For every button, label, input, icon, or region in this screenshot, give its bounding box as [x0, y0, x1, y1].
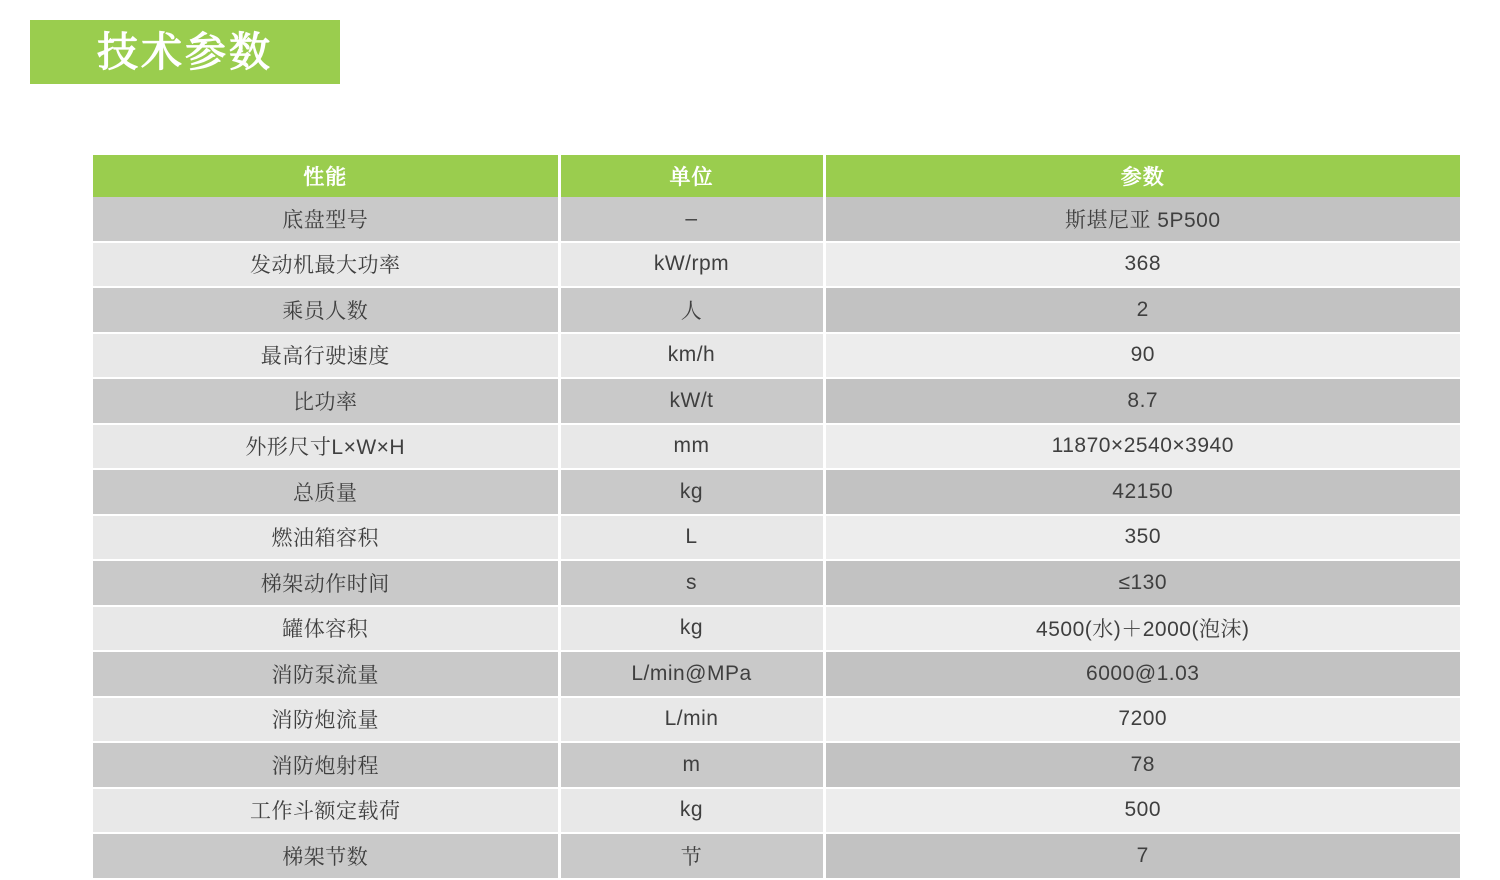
- table-row: [93, 651, 1460, 697]
- cell-unit: –: [559, 197, 824, 242]
- column-header-parameter: 参数: [824, 155, 1460, 197]
- cell-parameter: 42150: [824, 469, 1460, 515]
- cell-performance: 底盘型号: [93, 197, 559, 242]
- cell-parameter: 7200: [824, 697, 1460, 743]
- table-row: [93, 424, 1460, 470]
- page-title-banner: [30, 20, 340, 84]
- cell-performance: 外形尺寸L×W×H: [93, 424, 559, 470]
- table-row: [93, 469, 1460, 515]
- cell-parameter: 斯堪尼亚 5P500: [824, 197, 1460, 242]
- cell-unit: s: [559, 560, 824, 606]
- table-row: [93, 515, 1460, 561]
- cell-parameter: 90: [824, 333, 1460, 379]
- cell-parameter: 500: [824, 788, 1460, 834]
- cell-unit: 人: [559, 287, 824, 333]
- table-row: [93, 287, 1460, 333]
- technical-parameters-table: [93, 155, 1460, 880]
- cell-unit: L/min@MPa: [559, 651, 824, 697]
- cell-unit: 节: [559, 833, 824, 879]
- cell-performance: 燃油箱容积: [93, 515, 559, 561]
- cell-performance: 消防泵流量: [93, 651, 559, 697]
- table-row: [93, 242, 1460, 288]
- cell-parameter: 350: [824, 515, 1460, 561]
- cell-performance: 消防炮射程: [93, 742, 559, 788]
- table-body: [93, 197, 1460, 879]
- table-row: [93, 742, 1460, 788]
- cell-unit: kW/rpm: [559, 242, 824, 288]
- cell-unit: kg: [559, 469, 824, 515]
- cell-performance: 最高行驶速度: [93, 333, 559, 379]
- cell-performance: 工作斗额定载荷: [93, 788, 559, 834]
- table-row: [93, 378, 1460, 424]
- cell-parameter: 7: [824, 833, 1460, 879]
- cell-performance: 总质量: [93, 469, 559, 515]
- table-row: [93, 333, 1460, 379]
- cell-parameter: 4500(水)＋2000(泡沫): [824, 606, 1460, 652]
- spec-table-container: [93, 155, 1460, 880]
- cell-parameter: 2: [824, 287, 1460, 333]
- table-header-row: [93, 155, 1460, 197]
- cell-performance: 乘员人数: [93, 287, 559, 333]
- cell-performance: 梯架节数: [93, 833, 559, 879]
- cell-unit: L/min: [559, 697, 824, 743]
- cell-unit: mm: [559, 424, 824, 470]
- column-header-performance: 性能: [93, 155, 559, 197]
- table-header: [93, 155, 1460, 197]
- cell-parameter: 8.7: [824, 378, 1460, 424]
- column-header-unit: 单位: [559, 155, 824, 197]
- cell-performance: 梯架动作时间: [93, 560, 559, 606]
- cell-unit: kg: [559, 788, 824, 834]
- cell-unit: m: [559, 742, 824, 788]
- cell-unit: km/h: [559, 333, 824, 379]
- table-row: [93, 197, 1460, 242]
- table-row: [93, 788, 1460, 834]
- cell-parameter: 11870×2540×3940: [824, 424, 1460, 470]
- cell-performance: 比功率: [93, 378, 559, 424]
- table-row: [93, 606, 1460, 652]
- cell-unit: kg: [559, 606, 824, 652]
- cell-parameter: ≤130: [824, 560, 1460, 606]
- cell-performance: 罐体容积: [93, 606, 559, 652]
- cell-parameter: 368: [824, 242, 1460, 288]
- page-title: 技术参数: [97, 28, 273, 75]
- table-row: [93, 560, 1460, 606]
- cell-unit: kW/t: [559, 378, 824, 424]
- table-row: [93, 697, 1460, 743]
- cell-parameter: 78: [824, 742, 1460, 788]
- cell-performance: 消防炮流量: [93, 697, 559, 743]
- cell-unit: L: [559, 515, 824, 561]
- cell-parameter: 6000@1.03: [824, 651, 1460, 697]
- cell-performance: 发动机最大功率: [93, 242, 559, 288]
